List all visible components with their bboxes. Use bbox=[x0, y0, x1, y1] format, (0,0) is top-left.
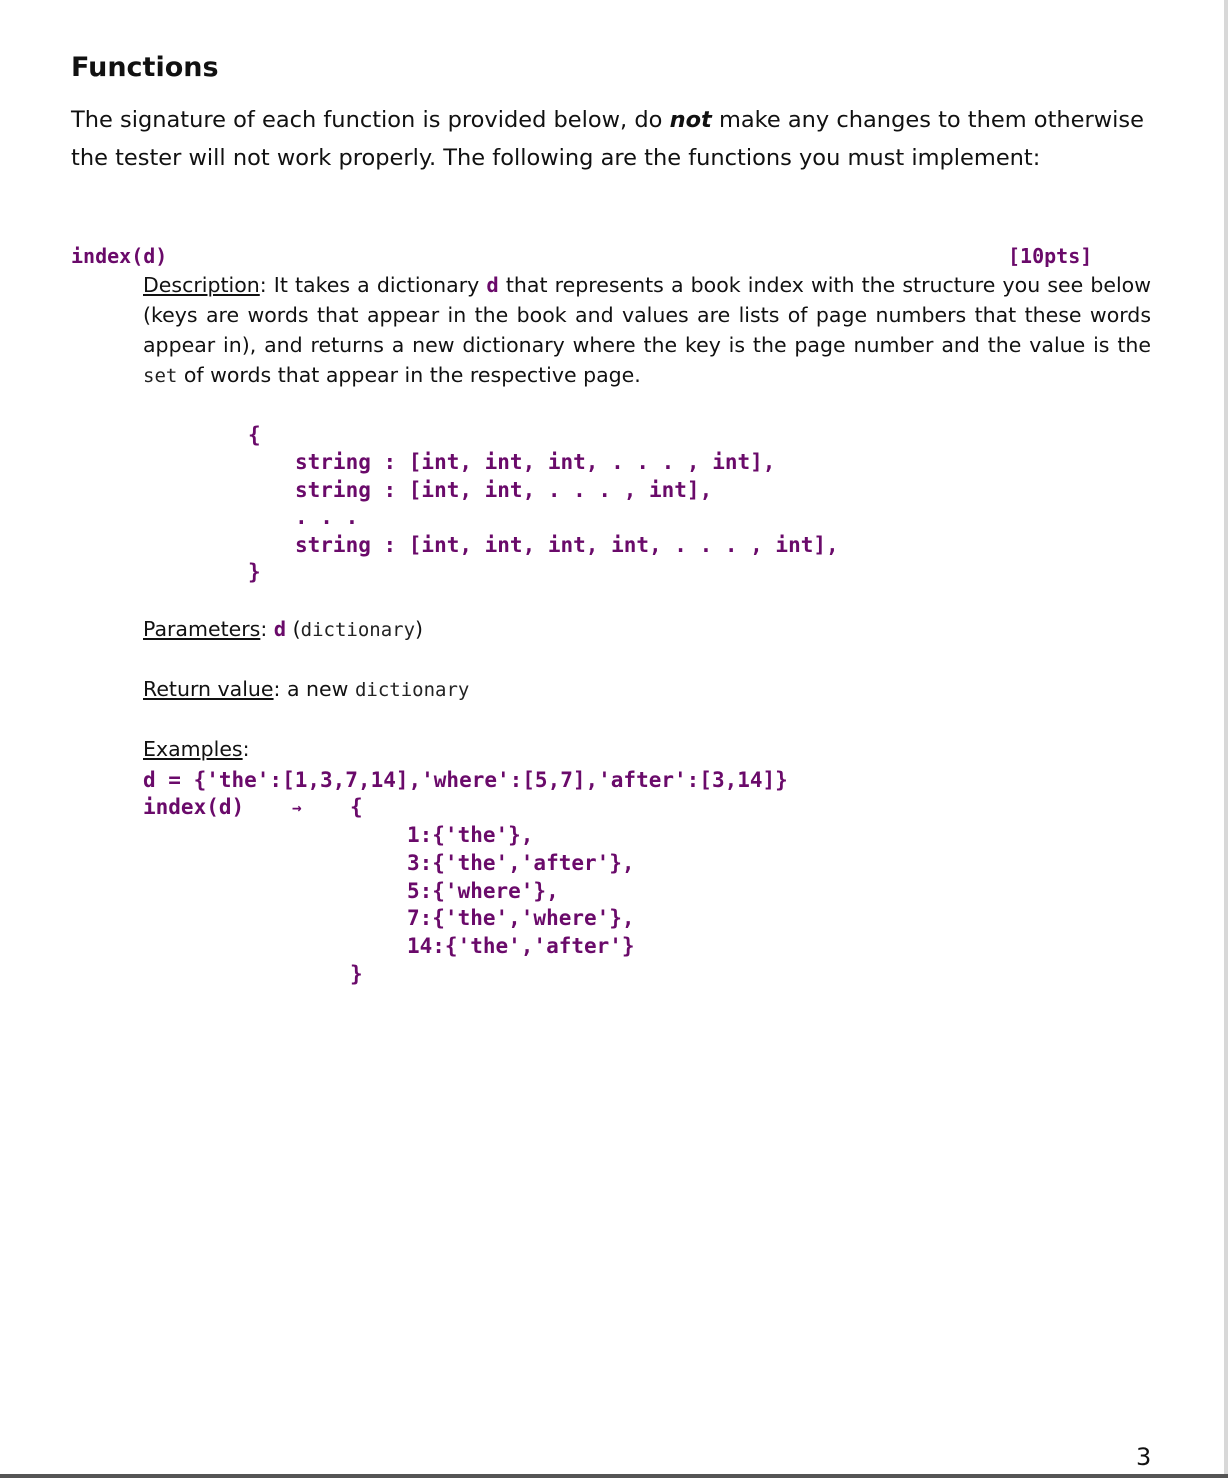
structure-line-2: string : [int, int, . . . , int], bbox=[295, 478, 713, 502]
example-arrow: → bbox=[292, 798, 302, 817]
function-description bbox=[143, 270, 1151, 391]
example-output-line: 3:{'the','after'}, bbox=[407, 851, 635, 875]
examples-line: Examples: bbox=[143, 737, 250, 761]
parameters-line: Parameters: d (dictionary) bbox=[143, 617, 424, 641]
intro-paragraph bbox=[71, 101, 1151, 177]
intro-text-after: make any changes to them otherwise the tester will not work properly. The following are the functions you must implement: bbox=[71, 107, 1144, 171]
example-call: index(d) bbox=[143, 795, 245, 819]
structure-line-1: string : [int, int, int, . . . , int], bbox=[295, 450, 776, 474]
example-output-line: 1:{'the'}, bbox=[407, 823, 534, 847]
description-var: d bbox=[486, 273, 499, 297]
page-right-edge bbox=[1224, 0, 1228, 1478]
structure-close-brace: } bbox=[248, 560, 261, 584]
parameters-type: dictionary bbox=[300, 619, 416, 641]
example-output-line: 5:{'where'}, bbox=[407, 879, 559, 903]
section-title: Functions bbox=[71, 52, 219, 83]
return-label: Return value bbox=[143, 677, 274, 701]
example-open-brace: { bbox=[350, 795, 363, 819]
structure-line-3: string : [int, int, int, int, . . . , int], bbox=[295, 533, 839, 557]
page-number: 3 bbox=[1136, 1443, 1152, 1471]
description-text-3: of words that appear in the respective page. bbox=[177, 363, 641, 387]
description-label: Description bbox=[143, 273, 260, 297]
return-text: : a new bbox=[273, 677, 355, 701]
structure-ellipsis: . . . bbox=[295, 505, 359, 529]
return-line bbox=[143, 677, 469, 701]
example-input: d = {'the':[1,3,7,14],'where':[5,7],'after':[3,14]} bbox=[143, 768, 788, 792]
example-close-brace: } bbox=[350, 962, 363, 986]
structure-open-brace: { bbox=[248, 423, 261, 447]
description-text-1: : It takes a dictionary bbox=[259, 273, 487, 297]
function-points: [10pts] bbox=[1008, 244, 1093, 268]
return-type: dictionary bbox=[354, 679, 470, 701]
parameters-colon: : bbox=[260, 617, 274, 641]
parameters-var: d bbox=[273, 617, 287, 641]
function-signature: index(d) bbox=[71, 244, 168, 268]
example-output-line: 14:{'the','after'} bbox=[407, 934, 635, 958]
intro-emphasis: not bbox=[669, 107, 712, 133]
intro-text-before: The signature of each function is provided below, do bbox=[71, 107, 670, 133]
example-output-line: 7:{'the','where'}, bbox=[407, 906, 635, 930]
description-type: set bbox=[143, 365, 178, 387]
description-text-2: that represents a book index with the structure you see below (keys are words that appear in the book and values are lists of page numbers that these words appear in), and returns a new dictionary where the key is the page number and the value is the bbox=[143, 273, 1151, 357]
parameters-label: Parameters bbox=[143, 617, 261, 641]
page-bottom-edge bbox=[0, 1474, 1228, 1478]
examples-label: Examples bbox=[143, 737, 243, 761]
